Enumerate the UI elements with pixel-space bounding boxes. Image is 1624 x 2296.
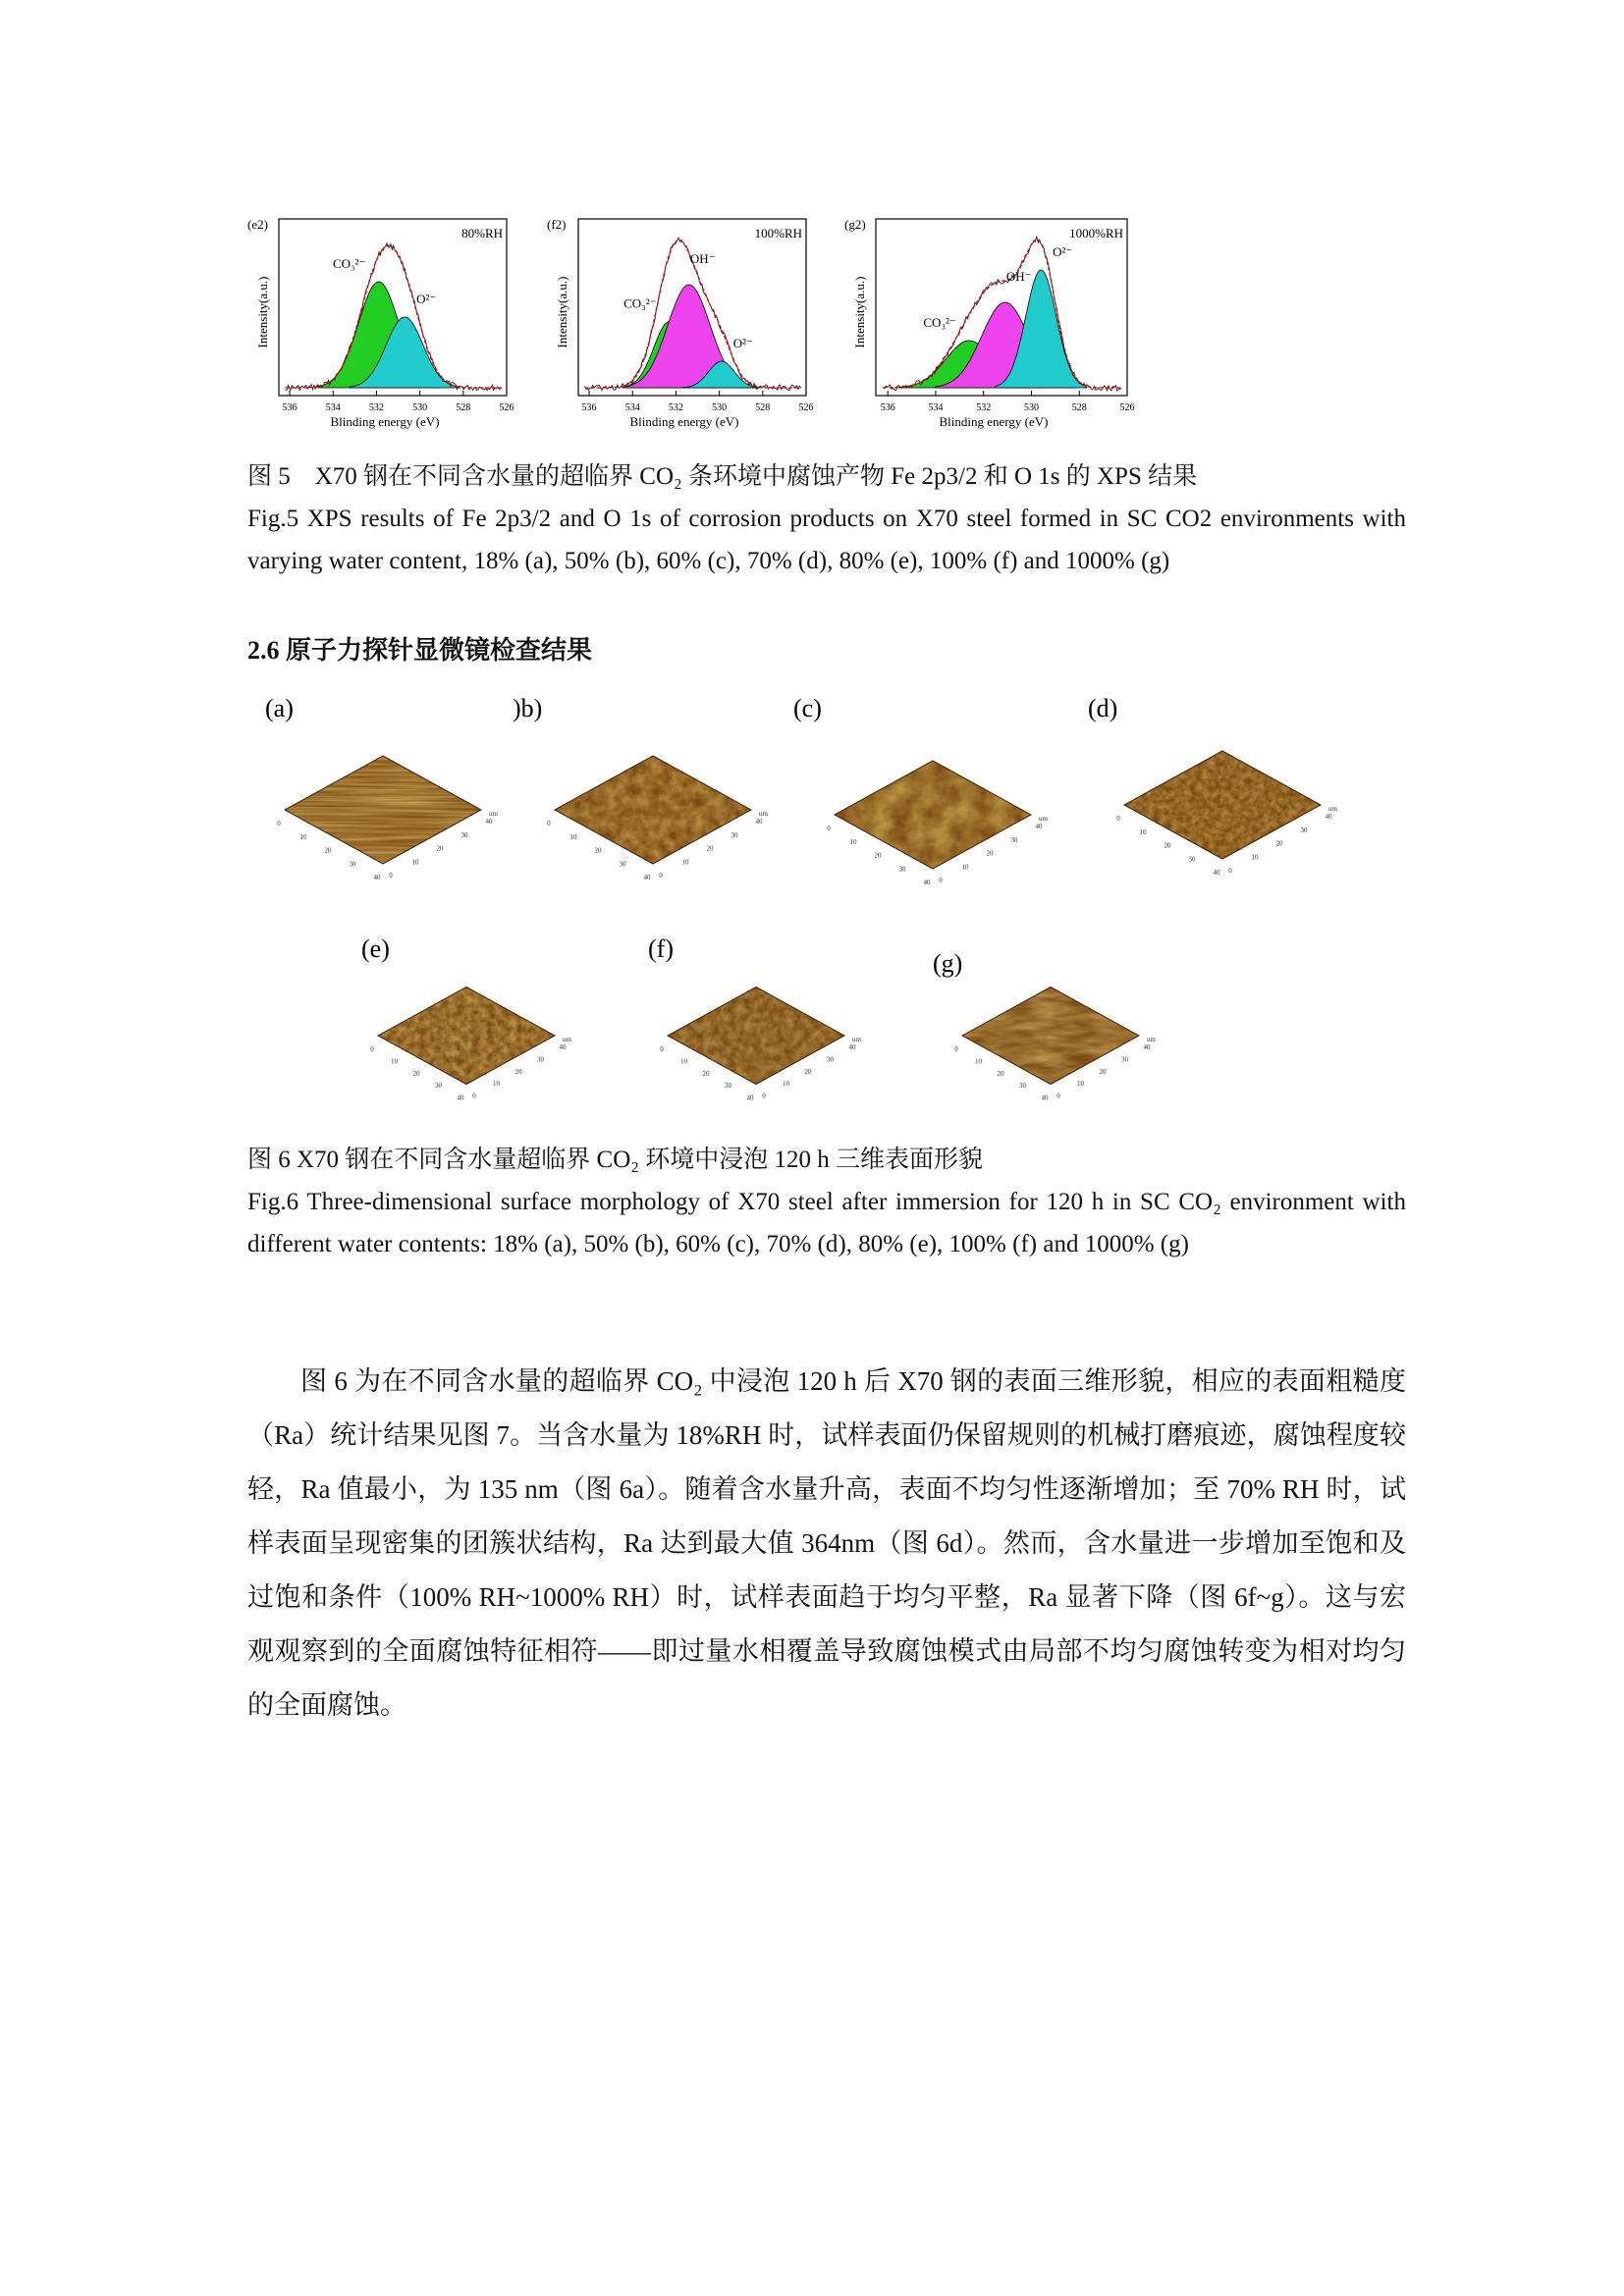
x-tick-label: 534	[928, 402, 944, 413]
afm-axis-tick: 0	[939, 877, 943, 884]
afm-axis-unit: um	[563, 1036, 571, 1043]
afm-axis-tick: 10	[681, 858, 689, 867]
afm-axis-tick: 40	[1143, 1043, 1151, 1051]
x-axis-label: Blinding energy (eV)	[939, 414, 1049, 429]
afm-axis-unit: um	[1039, 815, 1048, 823]
afm-axis-tick: 10	[411, 858, 419, 867]
afm-axis-tick: 30	[898, 865, 906, 874]
afm-axis-tick: 20	[874, 851, 882, 860]
x-axis-label: Blinding energy (eV)	[330, 414, 440, 429]
afm-figure	[245, 687, 1375, 1109]
xps-figure-row	[244, 211, 1135, 442]
afm-axis-tick: 0	[659, 872, 663, 880]
afm-panel-label: (e)	[361, 934, 390, 963]
condition-label: 80%RH	[461, 226, 503, 240]
afm-panel-7	[933, 949, 1157, 1102]
afm-images	[245, 687, 1375, 1109]
afm-axis-tick: 20	[1275, 839, 1283, 848]
afm-axis-tick: 40	[848, 1043, 856, 1051]
afm-axis-tick: 40	[643, 874, 651, 881]
afm-axis-tick: 0	[762, 1092, 766, 1100]
afm-surface-texture	[962, 988, 1139, 1085]
fig5-caption-en: Fig.5 XPS results of Fe 2p3/2 and O 1s of corrosion products on X70 steel formed in SC CO2 environments with varying water content, 18% (a), 50% (b), 60% (c), 70% (d), 80% (e), 100% (f) and 1000% (g)	[247, 506, 1406, 574]
afm-axis-tick: 40	[457, 1094, 464, 1102]
afm-axis-unit: um	[852, 1036, 861, 1043]
peak-label: CO₃²⁻	[332, 256, 366, 271]
afm-axis-tick: 10	[975, 1057, 982, 1066]
x-tick-label: 534	[325, 402, 341, 413]
peak-label: OH⁻	[689, 251, 716, 266]
afm-axis-tick: 0	[1228, 867, 1232, 875]
y-axis-label: Intensity(a.u.)	[255, 276, 270, 348]
afm-panel-6	[648, 934, 862, 1102]
afm-surface-texture	[668, 988, 844, 1085]
afm-axis-tick: 40	[1035, 823, 1043, 830]
afm-panel-label: (g)	[933, 949, 963, 978]
afm-axis-tick: 10	[961, 863, 969, 872]
afm-axis-tick: 20	[706, 844, 714, 853]
peak-label: CO₃²⁻	[623, 295, 657, 311]
afm-panel-2	[513, 694, 769, 881]
afm-axis-tick: 10	[1251, 853, 1259, 862]
afm-axis-tick: 30	[619, 860, 626, 869]
afm-axis-tick: 20	[1099, 1067, 1107, 1076]
afm-axis-tick: 30	[435, 1082, 442, 1091]
afm-axis-tick: 0	[954, 1045, 958, 1053]
x-tick-label: 536	[880, 402, 895, 413]
afm-axis-tick: 40	[559, 1043, 567, 1051]
afm-axis-tick: 10	[849, 837, 857, 846]
afm-axis-tick: 10	[391, 1057, 398, 1066]
afm-axis-tick: 30	[1019, 1082, 1026, 1091]
afm-axis-tick: 10	[1139, 828, 1147, 836]
afm-axis-tick: 10	[680, 1057, 687, 1066]
body-paragraph: 图 6 为在不同含水量的超临界 CO₂ 中浸泡 120 h 后 X70 钢的表面三维形貌，相应的表面粗糙度（Ra）统计结果见图 7。当含水量为 18%RH 时，试样表面仍保留规则的机械打磨痕迹，腐蚀程度较轻，Ra 值最小，为 135 nm（图 6a）。随着含水量升高，表面不均匀性逐渐增加；至 70% RH 时，试样表面呈现密集的团簇状结构，Ra 达到最大值 364nm（图 6d）。然而，含水量进一步增加至饱和及过饱和条件（100% RH~1000% RH）时，试样表面趋于均匀平整，Ra 显著下降（图 6f~g）。这与宏观观察到的全面腐蚀特征相符——即过量水相覆盖导致腐蚀模式由局部不均匀腐蚀转变为相对均匀的全面腐蚀。	[247, 1366, 1406, 1720]
afm-axis-tick: 20	[436, 844, 444, 853]
afm-axis-tick: 40	[755, 818, 763, 826]
afm-axis-tick: 30	[1121, 1055, 1128, 1064]
afm-panel-1	[265, 694, 499, 881]
peak-label: OH⁻	[1005, 269, 1032, 284]
afm-axis-tick: 20	[1164, 841, 1171, 850]
fig5-caption-cn: 图 5 X70 钢在不同含水量的超临界 CO₂ 条环境中腐蚀产物 Fe 2p3/2 和 O 1s 的 XPS 结果	[247, 463, 1198, 490]
afm-axis-tick: 0	[660, 1045, 664, 1053]
afm-axis-tick: 30	[731, 830, 738, 839]
afm-panel-5	[361, 934, 572, 1102]
afm-axis-tick: 20	[986, 849, 994, 858]
afm-axis-tick: 40	[485, 818, 493, 826]
y-axis-label: Intensity(a.u.)	[852, 276, 867, 348]
afm-axis-tick: 20	[324, 846, 332, 855]
afm-axis-tick: 10	[783, 1080, 789, 1089]
afm-axis-tick: 10	[1077, 1080, 1084, 1089]
afm-axis-tick: 20	[412, 1069, 420, 1078]
peak-label: CO₃²⁻	[923, 315, 956, 330]
afm-axis-tick: 40	[746, 1094, 754, 1102]
afm-axis-tick: 0	[389, 872, 393, 880]
afm-axis-tick: 0	[547, 820, 551, 828]
afm-panel-label: (f)	[648, 934, 674, 963]
afm-axis-tick: 20	[594, 846, 602, 855]
fig6-caption-cn: 图 6 X70 钢在不同含水量超临界 CO₂ 环境中浸泡 120 h 三维表面形貌	[247, 1147, 984, 1173]
peak-label: O²⁻	[1053, 244, 1073, 259]
afm-axis-tick: 30	[1188, 855, 1196, 864]
panel-label: (g2)	[844, 217, 866, 232]
condition-label: 1000%RH	[1069, 226, 1123, 240]
afm-axis-tick: 40	[373, 874, 381, 881]
afm-axis-tick: 0	[827, 825, 831, 832]
afm-axis-tick: 0	[472, 1092, 476, 1100]
afm-axis-unit: um	[489, 810, 498, 818]
xps-panel-1	[247, 217, 514, 429]
panel-label: (f2)	[547, 217, 567, 232]
condition-label: 100%RH	[754, 226, 802, 240]
afm-axis-unit: um	[759, 810, 768, 818]
x-tick-label: 528	[1071, 402, 1087, 413]
peak-label: O²⁻	[416, 292, 437, 306]
x-tick-label: 530	[1023, 402, 1039, 413]
peak-label: O²⁻	[732, 336, 753, 350]
afm-axis-tick: 30	[537, 1055, 544, 1064]
x-tick-label: 526	[499, 402, 514, 413]
afm-axis-tick: 30	[1300, 826, 1308, 834]
afm-axis-tick: 30	[725, 1082, 731, 1091]
afm-panel-label: )b)	[513, 694, 543, 722]
afm-axis-tick: 20	[514, 1067, 522, 1076]
x-tick-label: 536	[581, 402, 597, 413]
afm-axis-tick: 10	[569, 832, 577, 841]
x-tick-label: 532	[368, 402, 384, 413]
x-tick-label: 534	[624, 402, 640, 413]
x-tick-label: 526	[1119, 402, 1135, 413]
afm-axis-tick: 40	[1213, 869, 1220, 877]
x-tick-label: 530	[712, 402, 728, 413]
afm-axis-tick: 10	[299, 832, 307, 841]
afm-axis-unit: um	[1147, 1036, 1156, 1043]
afm-axis-tick: 40	[1041, 1094, 1049, 1102]
xps-charts	[244, 211, 1135, 442]
afm-panel-label: (c)	[793, 694, 822, 722]
afm-axis-tick: 10	[493, 1080, 500, 1089]
afm-axis-tick: 30	[1010, 835, 1018, 844]
afm-panel-3	[793, 694, 1049, 886]
x-axis-label: Blinding energy (eV)	[629, 414, 739, 429]
afm-axis-tick: 20	[997, 1069, 1004, 1078]
x-tick-label: 530	[412, 402, 428, 413]
afm-axis-tick: 40	[1325, 813, 1332, 821]
x-tick-label: 528	[755, 402, 771, 413]
x-tick-label: 532	[976, 402, 992, 413]
xps-panel-2	[547, 217, 814, 429]
afm-axis-tick: 0	[1056, 1092, 1060, 1100]
afm-axis-tick: 30	[460, 830, 468, 839]
x-tick-label: 526	[798, 402, 814, 413]
afm-panel-label: (d)	[1088, 694, 1118, 722]
afm-panel-4	[1088, 694, 1338, 877]
x-tick-label: 532	[668, 402, 683, 413]
afm-surface-texture	[378, 988, 555, 1085]
afm-axis-unit: um	[1328, 805, 1337, 813]
afm-axis-tick: 40	[923, 879, 931, 886]
x-tick-label: 528	[456, 402, 471, 413]
afm-panel-label: (a)	[265, 694, 294, 722]
panel-label: (e2)	[247, 217, 268, 232]
afm-axis-tick: 0	[277, 820, 281, 828]
afm-axis-tick: 0	[370, 1045, 374, 1053]
afm-axis-tick: 30	[827, 1055, 834, 1064]
section-heading: 2.6 原子力探针显微镜检查结果	[247, 636, 593, 665]
y-axis-label: Intensity(a.u.)	[555, 276, 569, 348]
afm-axis-tick: 20	[702, 1069, 710, 1078]
afm-axis-tick: 20	[804, 1067, 812, 1076]
afm-axis-tick: 30	[349, 860, 356, 869]
xps-panel-3	[844, 217, 1135, 429]
afm-axis-tick: 0	[1116, 815, 1120, 823]
fig6-caption-en: Fig.6 Three-dimensional surface morphology of X70 steel after immersion for 120 h in SC CO₂ environment with different water contents: 18% (a), 50% (b), 60% (c), 70% (d), 80% (e), 100% (f) and 1000% (g)	[247, 1189, 1406, 1257]
x-tick-label: 536	[282, 402, 298, 413]
